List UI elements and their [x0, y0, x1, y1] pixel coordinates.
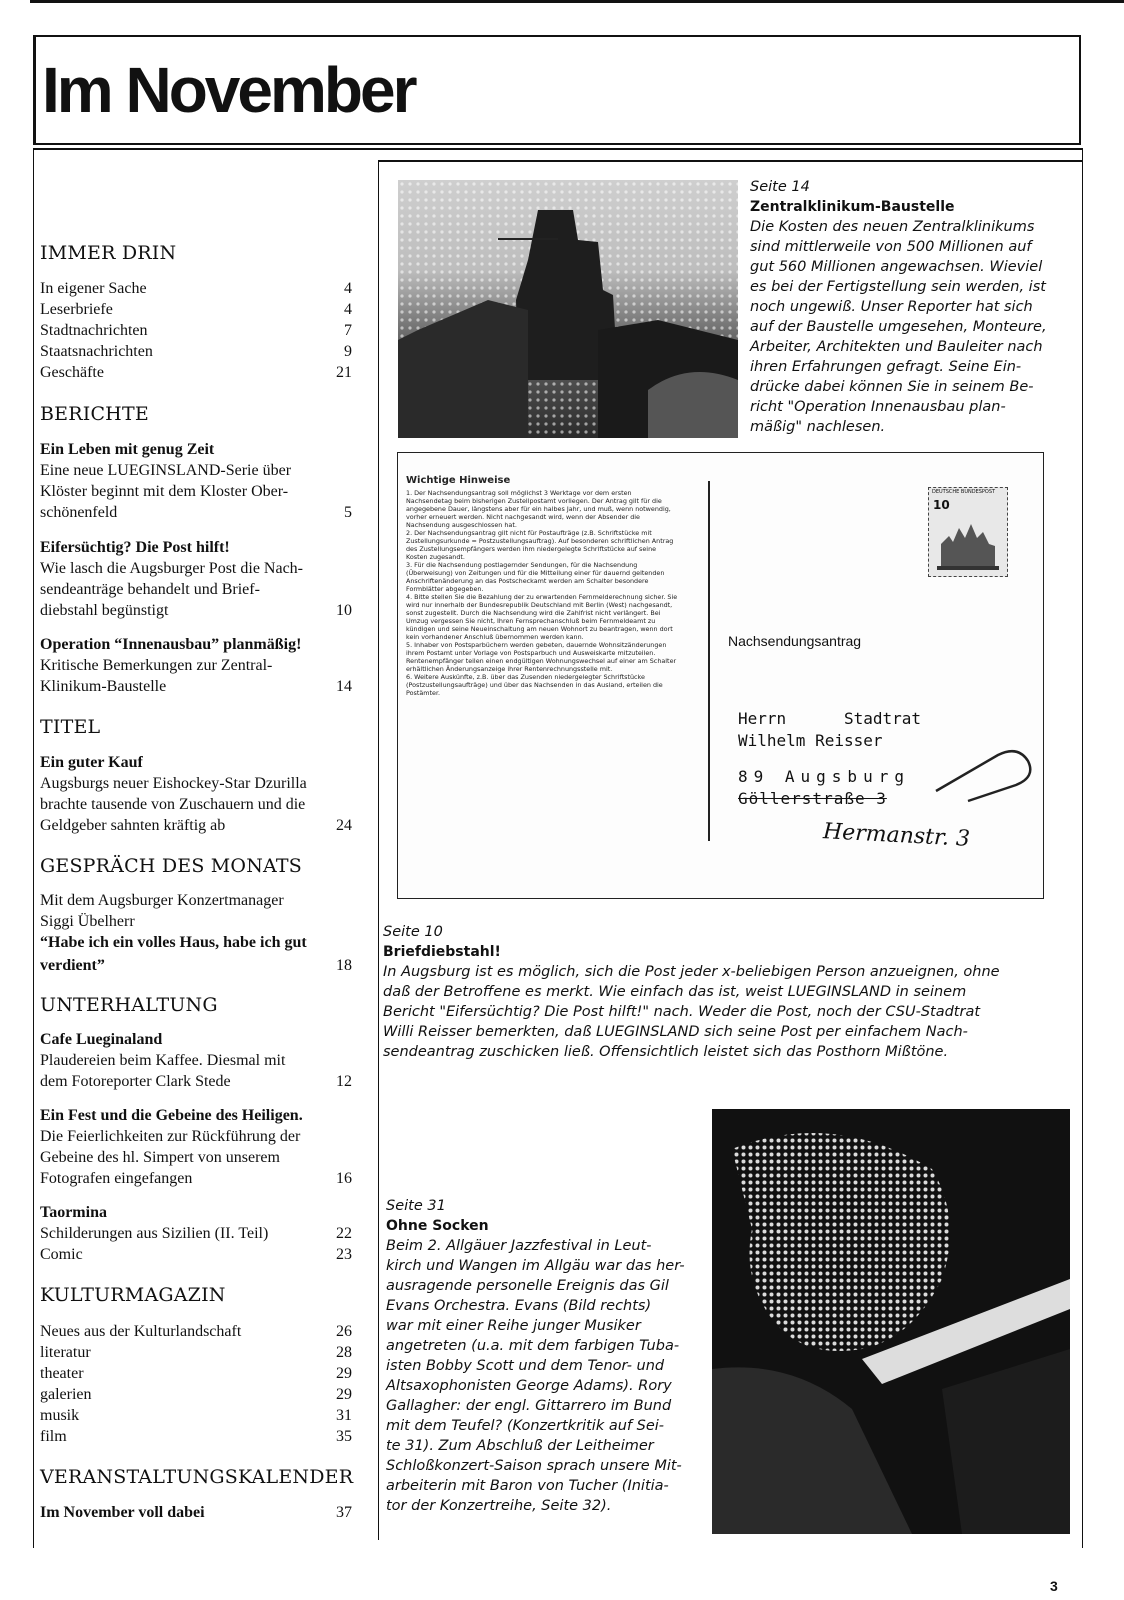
toc-page-number: 24 [336, 817, 352, 834]
toc-article-desc: Siggi Übelherr [40, 913, 135, 930]
form-title: Nachsendungsantrag [728, 633, 862, 649]
address-line: Herrn Stadtrat [738, 709, 922, 728]
toc-article-title[interactable]: Eifersüchtig? Die Post hilft! [40, 539, 230, 556]
toc-entry-label: Stadtnachrichten [40, 322, 151, 339]
caption-line: In Augsburg ist es möglich, sich die Post jeder x-beliebigen Person anzueignen, ohne [383, 964, 1000, 980]
toc-page-number: 29 [336, 1365, 352, 1382]
section-heading-immer-drin: IMMER DRIN [40, 242, 177, 264]
toc-article-desc: Klöster beginnt mit dem Kloster Ober- [40, 483, 289, 500]
section-heading-titel: TITEL [40, 716, 101, 738]
castle-icon [937, 516, 999, 570]
page-number: 3 [1050, 1578, 1058, 1594]
toc-entry-label: Geschäfte [40, 364, 107, 381]
form-notes-heading: Wichtige Hinweise [406, 475, 511, 486]
stamp-text: DEUTSCHE BUNDESPOST [932, 489, 996, 495]
toc-page-number: 14 [336, 678, 352, 695]
toc-entry[interactable] [40, 1244, 352, 1265]
caption-line: drücke dabei können Sie in seinem Be- [750, 379, 1034, 395]
toc-entry-label: theater [40, 1365, 87, 1382]
toc-entry[interactable] [40, 1502, 352, 1523]
toc-entry[interactable] [40, 1071, 352, 1092]
address-block [738, 708, 921, 810]
caption-line: es bei der Fertigstellung sein werden, ist [750, 279, 1046, 295]
caption-line: sind mittlerweile von 500 Millionen auf [750, 239, 1032, 255]
title-box [33, 35, 1081, 145]
caption-seite-14 [750, 177, 1075, 437]
toc-article-desc: Gebeine des hl. Simpert von unserem [40, 1149, 280, 1166]
toc-entry[interactable] [40, 1363, 352, 1384]
nachsendeantrag-form [397, 452, 1044, 899]
caption-line: auf der Baustelle umgesehen, Monteure, [750, 319, 1047, 335]
column-divider [378, 160, 379, 1540]
jazz-musician-photo [712, 1109, 1070, 1534]
caption-line: ausragende personelle Ereignis das Gil [386, 1278, 669, 1294]
right-column-rule [378, 160, 1083, 162]
toc-article-title[interactable]: Ein Leben mit genug Zeit [40, 441, 215, 458]
top-rule [30, 0, 1124, 3]
toc-article-title[interactable]: Operation “Innenausbau” planmäßig! [40, 636, 302, 653]
toc-article-desc: Kritische Bemerkungen zur Zentral- [40, 657, 273, 674]
toc-entry[interactable] [40, 1426, 352, 1447]
caption-line: mit dem Teufel? (Konzertkritik auf Sei- [386, 1418, 665, 1434]
toc-entry-label: literatur [40, 1344, 94, 1361]
toc-page-number: 9 [344, 343, 352, 360]
toc-entry[interactable] [40, 341, 352, 362]
toc-entry-label: Leserbriefe [40, 301, 116, 318]
caption-line: war mit einer Reihe junger Musiker [386, 1318, 641, 1334]
construction-photo [398, 180, 738, 438]
toc-entry-label: film [40, 1428, 70, 1445]
address-line: 89 Augsburg [738, 767, 910, 786]
toc-entry-label: Klinikum-Baustelle [40, 678, 169, 695]
toc-page-number: 23 [336, 1246, 352, 1263]
caption-page-ref: Seite 14 [750, 179, 810, 195]
caption-line: Gallagher: der engl. Gittarrero im Bund [386, 1398, 672, 1414]
toc-entry-label: schönenfeld [40, 504, 120, 521]
toc-article-desc: Wie lasch die Augsburger Post die Nach- [40, 560, 303, 577]
toc-entry-label: dem Fotoreporter Clark Stede [40, 1073, 234, 1090]
address-line-crossed: Göllerstraße 3 [738, 789, 887, 808]
paperclip-icon [928, 743, 1038, 803]
toc-entry[interactable] [40, 278, 352, 299]
caption-line: te 31). Zum Abschluß der Leitheimer [386, 1438, 654, 1454]
postage-stamp [928, 487, 1008, 577]
toc-entry-label: Schilderungen aus Sizilien (II. Teil) [40, 1225, 271, 1242]
toc-page-number: 21 [336, 364, 352, 381]
page-title: Im November [42, 54, 415, 126]
jazz-musician-drawing [712, 1109, 1070, 1534]
toc-entry-label: Neues aus der Kulturlandschaft [40, 1323, 244, 1340]
toc-page-number: 28 [336, 1344, 352, 1361]
toc-article-desc: Plaudereien beim Kaffee. Diesmal mit [40, 1052, 286, 1069]
caption-line: angetreten (u.a. mit dem farbigen Tuba- [386, 1338, 680, 1354]
section-heading-kulturmagazin: KULTURMAGAZIN [40, 1284, 226, 1306]
caption-line: mäßig" nachlesen. [750, 419, 886, 435]
address-line: Wilhelm Reisser [738, 731, 883, 750]
toc-entry-label: musik [40, 1407, 82, 1424]
caption-line: Bericht "Eifersüchtig? Die Post hilft!" nach. Weder die Post, noch der CSU-Stadtrat [383, 1004, 981, 1020]
toc-page-number: 4 [344, 301, 352, 318]
section-heading-gespraech: GESPRÄCH DES MONATS [40, 855, 303, 877]
toc-entry-label: galerien [40, 1386, 95, 1403]
caption-page-ref: Seite 31 [386, 1198, 446, 1214]
caption-line: Evans Orchestra. Evans (Bild rechts) [386, 1298, 652, 1314]
caption-line: daß der Betroffene es merkt. Wie einfach das ist, weist LUEGINSLAND in seinem [383, 984, 967, 1000]
caption-title[interactable]: Zentralklinikum-Baustelle [750, 199, 955, 215]
toc-page-number: 31 [336, 1407, 352, 1424]
form-fold-line [708, 481, 710, 841]
toc-entry[interactable] [40, 1168, 352, 1189]
toc-article-desc: Eine neue LUEGINSLAND-Serie über [40, 462, 292, 479]
toc-entry-label: Comic [40, 1246, 86, 1263]
section-heading-kalender: VERANSTALTUNGSKALENDER [40, 1466, 354, 1488]
caption-line: kirch und Wangen im Allgäu war das her- [386, 1258, 685, 1274]
toc-entry[interactable] [40, 1321, 352, 1342]
toc-page-number: 29 [336, 1386, 352, 1403]
caption-seite-10 [383, 922, 1073, 1062]
form-note: 3. Für die Nachsendung postlagernder Sendungen, für die Nachsendung (Überweisung) von Zeitungen und für die Mitteilung einer für dauernd geltenden Anschriftenänderung an das Postscheckamt werden am Schalter besondere Formblätter abgegeben. [406, 561, 665, 593]
toc-entry[interactable] [40, 600, 352, 621]
toc-article-title[interactable]: Ein Fest und die Gebeine des Heiligen. [40, 1107, 303, 1124]
toc-article-desc: Mit dem Augsburger Konzertmanager [40, 892, 284, 909]
toc-entry[interactable] [40, 1384, 352, 1405]
caption-line: ihren Erfahrungen gefragt. Seine Ein- [750, 359, 1022, 375]
toc-entry-label: Fotografen eingefangen [40, 1170, 195, 1187]
toc-article-title[interactable]: “Habe ich ein volles Haus, habe ich gut [40, 934, 307, 951]
form-note: 6. Weitere Auskünfte, z.B. über das Zusenden niedergelegter Schriftstücke (Postzustellungsaufträge) und über das Nachsenden in das Ausland, erteilen die Postämter. [406, 673, 663, 697]
construction-photo-drawing [398, 180, 738, 438]
caption-line: tor der Konzertreihe, Seite 32). [386, 1498, 612, 1514]
toc-entry[interactable] [40, 1223, 352, 1244]
caption-line: Willi Reisser bemerkten, daß LUEGINSLAND sich seine Post per einfachem Nach- [383, 1024, 968, 1040]
toc-page-number: 18 [336, 957, 352, 974]
caption-line: richt "Operation Innenausbau plan- [750, 399, 1006, 415]
toc-page-number: 4 [344, 280, 352, 297]
toc-entry-label: verdient” [40, 957, 108, 974]
toc-page-number: 22 [336, 1225, 352, 1242]
caption-line: Arbeiter, Architekten und Bauleiter nach [750, 339, 1043, 355]
section-heading-berichte: BERICHTE [40, 403, 149, 425]
toc-page-number: 26 [336, 1323, 352, 1340]
toc-article-desc: sendeanträge behandelt und Brief- [40, 581, 260, 598]
toc-entry-label: diebstahl begünstigt [40, 602, 171, 619]
form-note: 5. Inhaber von Postsparbüchern werden gebeten, dauernde Wohnsitzänderungen ihrem Postamt unter Vorlage von Postsparbuch und Ausweiskarte mitzuteilen. Rentenempfänger teilen einen endgültigen Wohnungswechsel auf einer am Schalter erhältlichen Änderungsanzeige ihrer Rentenrechnungsstelle mit. [406, 641, 677, 673]
toc-page-number: 5 [344, 504, 352, 521]
form-note: 1. Der Nachsendungsantrag soll möglichst 3 Werktage vor dem ersten Nachsendetag beim bisherigen Zustellpostamt vorliegen. Der Antrag gilt für die angegebene Dauer, längstens aber für ein halbes Jahr, und muß, wenn notwendig, vorher erneuert werden. Nicht nachgesandt wird, wenn der Absender die Nachsendung ausgeschlossen hat. [406, 489, 671, 529]
toc-article-desc: Augsburgs neuer Eishockey-Star Dzurilla [40, 775, 307, 792]
toc-entry-label: In eigener Sache [40, 280, 150, 297]
toc-page-number: 7 [344, 322, 352, 339]
form-note: 4. Bitte stellen Sie die Bezahlung der zu erwartenden Fernmelderechnung sicher. Sie wird nur innerhalb der Bundesrepublik Deutschland mit Berlin (West) nachgesandt, sonst zugestellt. Durch die Nachsendung wird die Zahlfrist nicht verlängert. Bei Umzug vergessen Sie nicht, Ihren Fernsprechanschluß beim Fernmeldeamt zu kündigen und seine Neueinschaltung am neuen Wohnort zu beantragen, wenn dort kein vorhandener Anschluß übernommen werden kann. [406, 593, 678, 641]
caption-line: isten Bobby Scott und dem Tenor- und [386, 1358, 665, 1374]
caption-title[interactable]: Ohne Socken [386, 1218, 489, 1234]
toc-page-number: 10 [336, 602, 352, 619]
toc-page-number: 37 [336, 1504, 352, 1521]
toc-entry-label: Staatsnachrichten [40, 343, 156, 360]
toc-entry[interactable] [40, 955, 352, 976]
toc-page-number: 12 [336, 1073, 352, 1090]
caption-line: arbeiterin mit Baron von Tucher (Initia- [386, 1478, 669, 1494]
caption-seite-31 [386, 1196, 706, 1516]
toc-article-title[interactable]: Taormina [40, 1204, 107, 1221]
toc-article-title[interactable]: Ein guter Kauf [40, 754, 143, 771]
toc-entry-label: Im November voll dabei [40, 1504, 208, 1521]
toc-article-desc: Die Feierlichkeiten zur Rückführung der [40, 1128, 301, 1145]
caption-line: noch ungewiß. Unser Reporter hat sich [750, 299, 1033, 315]
toc-page-number: 16 [336, 1170, 352, 1187]
toc-entry[interactable] [40, 1342, 352, 1363]
toc-entry-label: Geldgeber sahnten kräftig ab [40, 817, 228, 834]
stamp-value: 10 [933, 498, 950, 512]
handwritten-address: Hermanstr. 3 [822, 819, 971, 852]
toc-entry[interactable] [40, 815, 352, 836]
form-notes [406, 475, 678, 697]
caption-line: Beim 2. Allgäuer Jazzfestival in Leut- [386, 1238, 652, 1254]
caption-line: Schloßkonzert-Saison sprach unsere Mit- [386, 1458, 682, 1474]
toc-entry[interactable] [40, 1405, 352, 1426]
caption-line: sendeantrag zuschicken ließ. Offensichtlich leistet sich das Posthorn Mißtöne. [383, 1044, 949, 1060]
toc-entry[interactable] [40, 320, 352, 341]
toc-article-title[interactable]: Cafe Lueginaland [40, 1031, 163, 1048]
toc-article-desc: brachte tausende von Zuschauern und die [40, 796, 306, 813]
caption-line: gut 560 Millionen angewachsen. Wieviel [750, 259, 1043, 275]
toc-entry[interactable] [40, 502, 352, 523]
caption-page-ref: Seite 10 [383, 924, 443, 940]
toc-entry[interactable] [40, 299, 352, 320]
caption-title[interactable]: Briefdiebstahl! [383, 944, 501, 960]
caption-line: Altsaxophonisten George Adams). Rory [386, 1378, 672, 1394]
toc-entry[interactable] [40, 676, 352, 697]
toc-page-number: 35 [336, 1428, 352, 1445]
caption-line: Die Kosten des neuen Zentralklinikums [750, 219, 1035, 235]
section-heading-unterhaltung: UNTERHALTUNG [40, 994, 218, 1016]
form-note: 2. Der Nachsendungsantrag gilt nicht für Postaufträge (z.B. Schriftstücke mit Zustellungsurkunde = Postzustellungsauftrag). Auf besonderen schriftlichen Antrag des Zustellungsempfängers werden ihm niedergelegte Schriftstücke auf seine Kosten zugesandt. [406, 529, 674, 561]
toc-entry[interactable] [40, 362, 352, 383]
